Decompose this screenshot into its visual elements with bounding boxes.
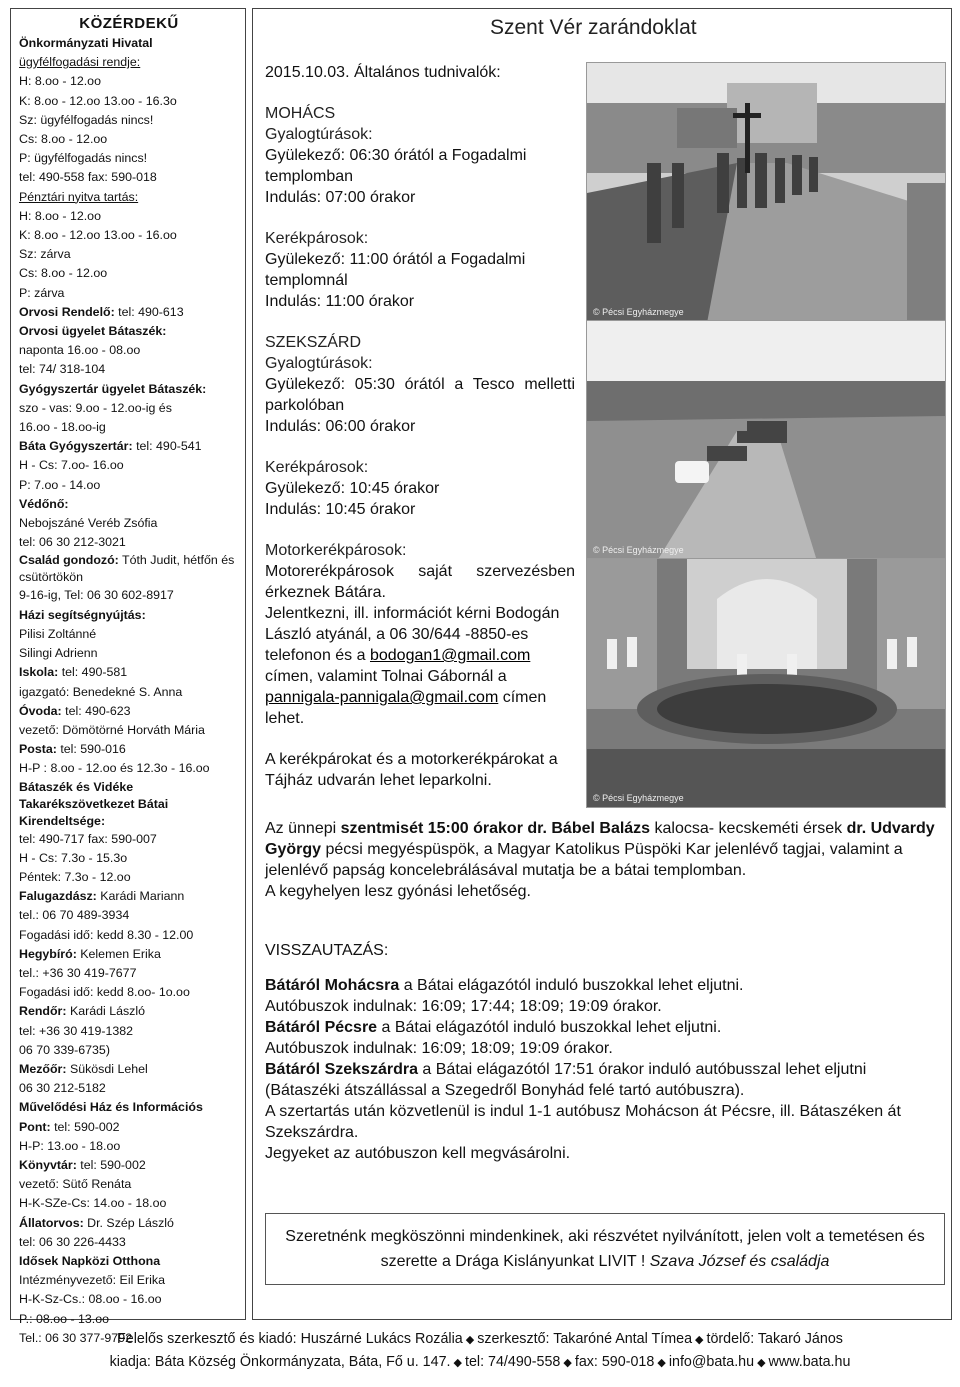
info-line: szo - vas: 9.oo - 12.oo-ig és <box>19 400 172 415</box>
diamond-icon: ◆ <box>563 1357 572 1369</box>
info-line: H: 8.oo - 12.oo <box>19 208 101 223</box>
thank-you-signature: Szava József és családja <box>649 1253 830 1270</box>
footer-publisher: kiadja: Báta Község Önkormányzata, Báta, Fő u. 147. <box>109 1354 451 1370</box>
pilgrims-field-image <box>587 321 946 560</box>
diamond-icon: ◆ <box>657 1357 666 1369</box>
info-key: Védőnő: <box>19 496 69 511</box>
info-line <box>19 702 239 721</box>
info-line: Pénztári nyitva tartás: <box>19 189 139 204</box>
info-value: tel: 490-623 <box>61 703 131 718</box>
info-line: Orvosi ügyelet Bátaszék: <box>19 324 167 339</box>
diamond-icon: ◆ <box>465 1334 475 1346</box>
diamond-icon: ◆ <box>695 1334 704 1346</box>
text-run: pécsi megyéspüspök, a Magyar Katolikus Püspöki Kar jelenlévő tagjai, valamint a jelenlévő papság koncelebrálásával mutatja be a bátai templomban. <box>265 841 903 879</box>
return-line: Jegyeket az autóbuszon kell megvásárolni. <box>265 1145 571 1162</box>
info-line: Cs: 8.oo - 12.oo <box>19 132 108 147</box>
info-line: Művelődési Ház és Információs <box>19 1100 203 1115</box>
cyclists-depart: Indulás: 11:00 órakor <box>265 293 415 310</box>
info-line: H - Cs: 7.3o - 15.3o <box>19 850 128 865</box>
footer-email[interactable]: info@bata.hu <box>668 1354 755 1370</box>
footer-subeditor: szerkesztő: Takaróné Antal Tímea <box>477 1331 693 1347</box>
info-line: Péntek: 7.3o - 12.oo <box>19 869 131 884</box>
route-name: Bátáról Pécsre <box>265 1019 378 1036</box>
email-link-bodogan[interactable]: bodogan1@gmail.com <box>369 647 531 664</box>
route-name: Bátáról Szekszárdra <box>265 1061 418 1078</box>
info-value: Dr. Szép László <box>83 1215 174 1230</box>
mohacs-cyclists <box>265 228 575 312</box>
pilgrims-road-image <box>587 63 946 322</box>
info-line: H-K-Sz-Cs.: 08.oo - 16.oo <box>19 1292 162 1307</box>
city-heading-mohacs: MOHÁCS <box>265 105 336 122</box>
info-value: tel: 590-016 <box>56 742 126 757</box>
footer-website[interactable]: www.bata.hu <box>768 1354 851 1370</box>
route-name: Bátáról Mohácsra <box>265 977 400 994</box>
text-run: a Bátai elágazótól induló buszokkal lehet eljutni. <box>377 1019 722 1036</box>
info-line: Idősek Napközi Otthona <box>19 1253 161 1268</box>
info-line: P: 7.oo - 14.oo <box>19 477 101 492</box>
info-line: K: 8.oo - 12.oo 13.oo - 16.3o <box>19 93 177 108</box>
info-line: H-P: 13.oo - 18.oo <box>19 1138 121 1153</box>
mass-announcement <box>265 818 945 902</box>
info-value: Tóth Judit, hétfőn és csütörtökön <box>19 553 235 585</box>
info-line: Gyógyszertár ügyelet Bátaszék: <box>19 381 207 396</box>
info-value: tel: 490-613 <box>114 304 184 319</box>
info-line <box>19 552 239 586</box>
diamond-icon: ◆ <box>757 1357 766 1369</box>
hiking-gather: Gyülekező: 05:30 órától a Tesco melletti parkolóban <box>265 376 575 414</box>
info-line <box>19 887 239 906</box>
info-line: H-P : 8.oo - 12.oo és 12.3o - 16.oo <box>19 761 210 776</box>
info-line <box>19 1118 239 1137</box>
info-key: Orvosi Rendelő: <box>19 304 115 319</box>
info-value: tel: 590-002 <box>50 1119 120 1134</box>
info-line <box>19 1002 239 1021</box>
footer-fax: fax: 590-018 <box>574 1354 655 1370</box>
info-value: Karádi Mariann <box>96 889 185 904</box>
info-value: tel: 590-002 <box>76 1157 146 1172</box>
info-line: Silingi Adrienn <box>19 646 98 661</box>
info-line: tel: 06 30 212-3021 <box>19 535 126 550</box>
pilgrims-field-photo <box>586 320 946 560</box>
info-line: tel: +36 30 419-1382 <box>19 1023 134 1038</box>
info-line: tel.: +36 30 419-7677 <box>19 965 137 980</box>
cyclists-depart: Indulás: 10:45 órakor <box>265 501 416 518</box>
photo-watermark: © Pécsi Egyházmegye <box>593 307 684 317</box>
footer-editor: Felelős szerkesztő és kiadó: Huszárné Lukács Rozália <box>117 1331 463 1347</box>
info-line <box>19 1060 239 1079</box>
info-key: Posta: <box>19 742 57 757</box>
return-line <box>265 1017 945 1038</box>
photo-watermark: © Pécsi Egyházmegye <box>593 545 684 555</box>
motorcyclists-section <box>265 540 575 729</box>
info-line <box>19 303 239 322</box>
info-line: Pilisi Zoltánné <box>19 626 97 641</box>
text-run: Az ünnepi <box>265 820 341 837</box>
parking-note: A kerékpárokat és a motorkerékpárokat a Tájház udvarán lehet leparkolni. <box>265 751 558 789</box>
cyclists-gather: Gyülekező: 11:00 órától a Fogadalmi templomnál <box>265 251 526 289</box>
info-line: tel: 490-717 fax: 590-007 <box>19 831 157 846</box>
info-line: tel.: 06 70 489-3934 <box>19 908 130 923</box>
info-key: Rendőr: <box>19 1004 67 1019</box>
return-line <box>265 1059 945 1101</box>
contact-text: címen, valamint Tolnai Gábornál a <box>265 668 507 685</box>
info-line: P: ügyfélfogadás nincs! <box>19 151 148 166</box>
info-line <box>19 740 239 759</box>
mass-paragraph <box>265 818 945 881</box>
info-line: P: zárva <box>19 285 65 300</box>
info-key: Iskola: <box>19 665 59 680</box>
info-line: tel: 06 30 226-4433 <box>19 1234 126 1249</box>
info-line <box>19 437 239 456</box>
cyclists-heading: Kerékpárosok: <box>265 459 369 476</box>
public-info-list <box>19 34 239 1348</box>
church-mass-image <box>587 559 946 808</box>
info-line: tel: 490-558 fax: 590-018 <box>19 170 157 185</box>
return-line <box>265 975 945 996</box>
info-line <box>19 945 239 964</box>
info-key: Állatorvos: <box>19 1215 84 1230</box>
info-line <box>19 495 239 514</box>
info-line: H - Cs: 7.oo- 16.oo <box>19 458 124 473</box>
public-info-column <box>10 8 246 1345</box>
info-line: Fogadási idő: kedd 8.30 - 12.00 <box>19 927 194 942</box>
info-value: Kelemen Erika <box>76 946 161 961</box>
info-line <box>19 1214 239 1233</box>
info-key: Család gondozó: <box>19 553 119 568</box>
contact-text: címen lehet. <box>265 689 547 727</box>
hiking-depart: Indulás: 06:00 órakor <box>265 418 416 435</box>
info-line: Sz: ügyfélfogadás nincs! <box>19 112 154 127</box>
footer-line-2 <box>0 1351 960 1374</box>
hiking-gather: Gyülekező: 06:30 órától a Fogadalmi templomban <box>265 147 527 185</box>
mass-time: szentmisét 15:00 órakor dr. Bábel Balázs <box>340 820 651 837</box>
info-line: P.: 08.oo - 13.oo <box>19 1311 110 1326</box>
info-key: Könyvtár: <box>19 1157 77 1172</box>
info-line: ügyfélfogadási rendje: <box>19 55 141 70</box>
motorcyclists-heading: Motorkerékpárosok: <box>265 542 407 559</box>
info-key: Báta Gyógyszertár: <box>19 439 133 454</box>
info-line: igazgató: Benedekné S. Anna <box>19 684 183 699</box>
info-value: Sükösdi Lehel <box>66 1061 148 1076</box>
date-line: 2015.10.03. Általános tudnivalók: <box>265 64 501 81</box>
info-key: Mezőőr: <box>19 1061 67 1076</box>
info-line: vezető: Dömötörné Horváth Mária <box>19 722 205 737</box>
info-line: 16.oo - 18.oo-ig <box>19 420 106 435</box>
text-run: kalocsa- kecskeméti érsek <box>650 820 847 837</box>
info-line: Cs: 8.oo - 12.oo <box>19 266 108 281</box>
info-line: tel: 74/ 318-104 <box>19 362 106 377</box>
info-line <box>19 663 239 682</box>
return-line: Autóbuszok indulnak: 16:09; 18:09; 19:09 órakor. <box>265 1040 613 1057</box>
general-info <box>265 62 575 811</box>
city-heading-szekszard: SZEKSZÁRD <box>265 334 362 351</box>
info-key: Óvoda: <box>19 703 62 718</box>
info-line: Házi segítségnyújtás: <box>19 607 146 622</box>
hiking-heading: Gyalogtúrások: <box>265 355 373 372</box>
thank-you-box <box>265 1213 945 1285</box>
mohacs-section <box>265 103 575 208</box>
info-line: vezető: Sütő Renáta <box>19 1177 132 1192</box>
info-line: H-K-SZe-Cs: 14.oo - 18.oo <box>19 1196 167 1211</box>
info-line: Sz: zárva <box>19 247 71 262</box>
info-line: Nebojszáné Veréb Zsófia <box>19 516 158 531</box>
motorcyclists-contact <box>265 603 575 729</box>
church-mass-photo <box>586 558 946 808</box>
info-value: tel: 490-581 <box>58 665 128 680</box>
diamond-icon: ◆ <box>453 1357 462 1369</box>
info-line: Fogadási idő: kedd 8.oo- 1o.oo <box>19 985 190 1000</box>
return-line: Autóbuszok indulnak: 16:09; 17:44; 18:09; 19:09 órakor. <box>265 998 662 1015</box>
info-line: naponta 16.oo - 08.oo <box>19 343 141 358</box>
confession-note: A kegyhelyen lesz gyónási lehetőség. <box>265 883 531 900</box>
article-headline: Szent Vér zarándoklat <box>490 16 697 39</box>
info-line: Bátaszék és Vidéke Takarékszövetkezet Bátai Kirendeltsége: <box>19 779 169 828</box>
text-run: a Bátai elágazótól 17:51 órakor induló autóbusszal lehet eljutni (Bátaszéki átszállással a Szegedről Bonyhád felé tartó autóbuszra). <box>265 1061 867 1099</box>
hiking-depart: Indulás: 07:00 órakor <box>265 189 416 206</box>
cyclists-heading: Kerékpárosok: <box>265 230 369 247</box>
szekszard-section <box>265 332 575 437</box>
info-line: Intézményvezető: Eil Erika <box>19 1273 165 1288</box>
public-info-title: KÖZÉRDEKŰ <box>79 15 179 32</box>
email-link-pannigala[interactable]: pannigala-pannigala@gmail.com <box>265 689 499 706</box>
info-key: Pont: <box>19 1119 51 1134</box>
footer-phone: tel: 74/490-558 <box>464 1354 561 1370</box>
contact-text: Jelentkezni, ill. információt kérni Bodogán László atyánál, a 06 30/644 -8850-es telefonon és a <box>265 605 560 664</box>
return-line: A szertartás után közvetlenül is indul 1-1 autóbusz Mohácson át Pécsre, ill. Bátaszéken át Szekszárdra. <box>265 1103 901 1141</box>
info-line: 9-16-ig, Tel: 06 30 602-8917 <box>19 588 174 603</box>
footer-line-1 <box>0 1328 960 1351</box>
return-info <box>265 975 945 1164</box>
info-line: Tel.: 06 30 377-9792 <box>19 1330 132 1345</box>
info-value: tel: 490-541 <box>132 439 202 454</box>
photo-watermark: © Pécsi Egyházmegye <box>593 793 684 803</box>
hiking-heading: Gyalogtúrások: <box>265 126 373 143</box>
motorcyclists-note: Motorerékpárosok saját szervezésben érkeznek Bátára. <box>265 563 575 601</box>
szekszard-cyclists <box>265 457 575 520</box>
info-key: Hegybíró: <box>19 946 77 961</box>
text-run: a Bátai elágazótól induló buszokkal lehet eljutni. <box>399 977 744 994</box>
info-line: 06 70 339-6735) <box>19 1042 110 1057</box>
cyclists-gather: Gyülekező: 10:45 órakor <box>265 480 440 497</box>
info-line: 06 30 212-5182 <box>19 1081 106 1096</box>
return-heading: VISSZAUTAZÁS: <box>265 942 389 959</box>
bishop-name: dr. Udvardy György <box>265 820 935 858</box>
footer-layout: tördelő: Takaró János <box>706 1331 843 1347</box>
info-value: Karádi László <box>66 1004 146 1019</box>
pilgrims-road-photo <box>586 62 946 322</box>
thank-you-text: Szeretnénk megköszönni mindenkinek, aki részvétet nyilvánított, jelen volt a temetésen és szerette a Drága Kislányunkat LIVIT ! <box>285 1228 925 1270</box>
info-line: H: 8.oo - 12.oo <box>19 74 101 89</box>
info-line <box>19 1156 239 1175</box>
footer <box>0 1328 960 1374</box>
info-key: Falugazdász: <box>19 889 97 904</box>
info-line: K: 8.oo - 12.oo 13.oo - 16.oo <box>19 228 177 243</box>
info-line: Önkormányzati Hivatal <box>19 36 153 50</box>
